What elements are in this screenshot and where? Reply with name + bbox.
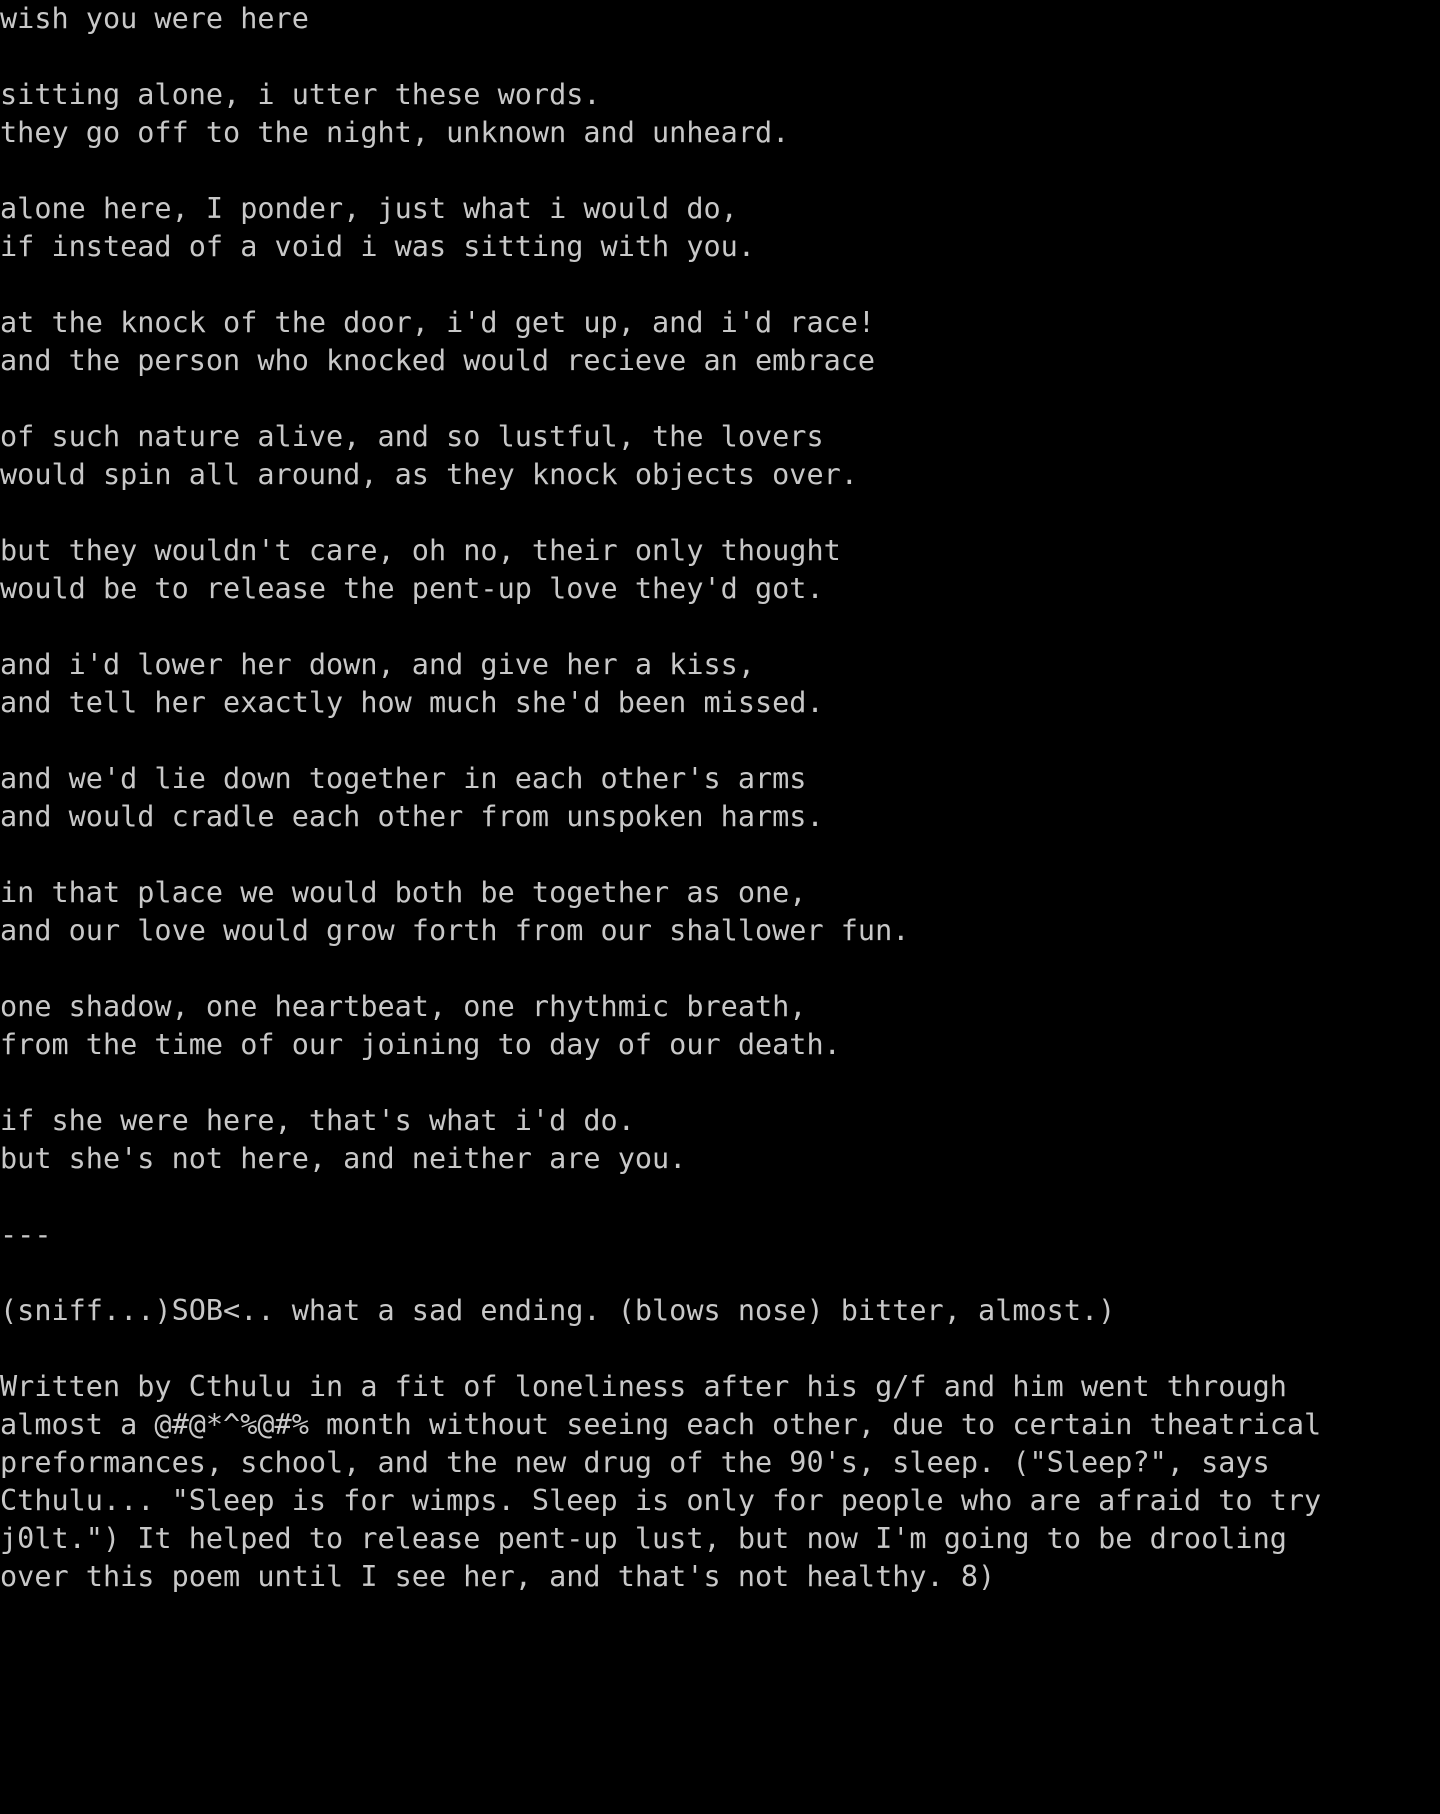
blank-line [0,380,1440,418]
text-line: would be to release the pent-up love they'd got. [0,572,824,605]
text-line: if she were here, that's what i'd do. [0,1104,635,1137]
text-line: almost a @#@*^%@#% month without seeing each other, due to certain theatrical [0,1408,1322,1441]
text-line: and the person who knocked would recieve an embrace [0,344,876,377]
text-line: they go off to the night, unknown and unheard. [0,116,790,149]
text-line: j0lt.") It helped to release pent-up lust, but now I'm going to be drooling [0,1522,1287,1555]
blank-line [0,38,1440,76]
text-line: --- [0,1218,52,1251]
text-line: Written by Cthulu in a fit of loneliness after his g/f and him went through [0,1370,1287,1403]
text-line: and tell her exactly how much she'd been missed. [0,686,824,719]
text-line: at the knock of the door, i'd get up, and i'd race! [0,306,876,339]
text-line: of such nature alive, and so lustful, the lovers [0,420,824,453]
text-line: and our love would grow forth from our shallower fun. [0,914,910,947]
text-line: and would cradle each other from unspoken harms. [0,800,824,833]
text-line: sitting alone, i utter these words. [0,78,601,111]
text-line: would spin all around, as they knock objects over. [0,458,858,491]
blank-line [0,1064,1440,1102]
text-line: but she's not here, and neither are you. [0,1142,687,1175]
text-line: and i'd lower her down, and give her a kiss, [0,648,755,681]
text-line: Cthulu... "Sleep is for wimps. Sleep is only for people who are afraid to try [0,1484,1322,1517]
blank-line [0,1254,1440,1292]
blank-line [0,722,1440,760]
blank-line [0,266,1440,304]
blank-line [0,950,1440,988]
blank-line [0,494,1440,532]
text-line: alone here, I ponder, just what i would do, [0,192,738,225]
text-line: one shadow, one heartbeat, one rhythmic breath, [0,990,807,1023]
blank-line [0,608,1440,646]
text-line: wish you were here [0,2,309,35]
text-line: if instead of a void i was sitting with you. [0,230,755,263]
blank-line [0,836,1440,874]
blank-line [0,1178,1440,1216]
text-line: from the time of our joining to day of our death. [0,1028,841,1061]
text-line: over this poem until I see her, and that's not healthy. 8) [0,1560,996,1593]
text-line: but they wouldn't care, oh no, their only thought [0,534,841,567]
text-line: and we'd lie down together in each other's arms [0,762,807,795]
text-line: (sniff...)SOB<.. what a sad ending. (blows nose) bitter, almost.) [0,1294,1116,1327]
text-line: in that place we would both be together as one, [0,876,807,909]
text-line: preformances, school, and the new drug of the 90's, sleep. ("Sleep?", says [0,1446,1270,1479]
blank-line [0,152,1440,190]
blank-line [0,1330,1440,1368]
